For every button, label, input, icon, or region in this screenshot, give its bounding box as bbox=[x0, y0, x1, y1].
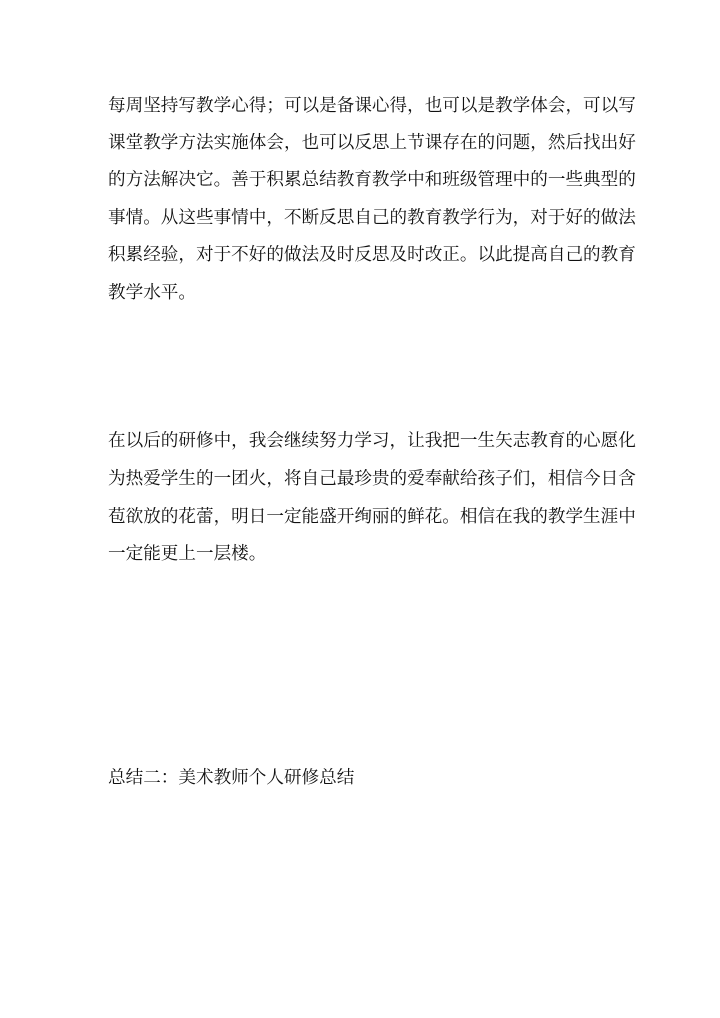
paragraph-1-line-2: 课堂教学方法实施体会，也可以反思上节课存在的问题，然后找出好 bbox=[108, 133, 636, 153]
paragraph-1-line-4: 事情。从这些事情中，不断反思自己的教育教学行为，对于好的做法 bbox=[108, 208, 636, 228]
paragraph-2-line-1: 在以后的研修中，我会继续努力学习，让我把一生矢志教育的心愿化 bbox=[108, 431, 636, 451]
section-heading: 总结二：美术教师个人研修总结 bbox=[108, 768, 355, 788]
paragraph-1-line-5: 积累经验，对于不好的做法及时反思及时改正。以此提高自己的教育 bbox=[108, 245, 636, 265]
paragraph-2-line-3: 苞欲放的花蕾，明日一定能盛开绚丽的鲜花。相信在我的教学生涯中 bbox=[108, 507, 636, 527]
paragraph-2-line-4: 一定能更上一层楼。 bbox=[108, 544, 267, 564]
paragraph-1-line-1: 每周坚持写教学心得；可以是备课心得，也可以是教学体会，可以写 bbox=[108, 96, 636, 116]
paragraph-1-line-6: 教学水平。 bbox=[108, 283, 196, 303]
paragraph-1-line-3: 的方法解决它。善于积累总结教育教学中和班级管理中的一些典型的 bbox=[108, 170, 636, 190]
paragraph-2-line-2: 为热爱学生的一团火，将自己最珍贵的爱奉献给孩子们，相信今日含 bbox=[108, 469, 636, 489]
